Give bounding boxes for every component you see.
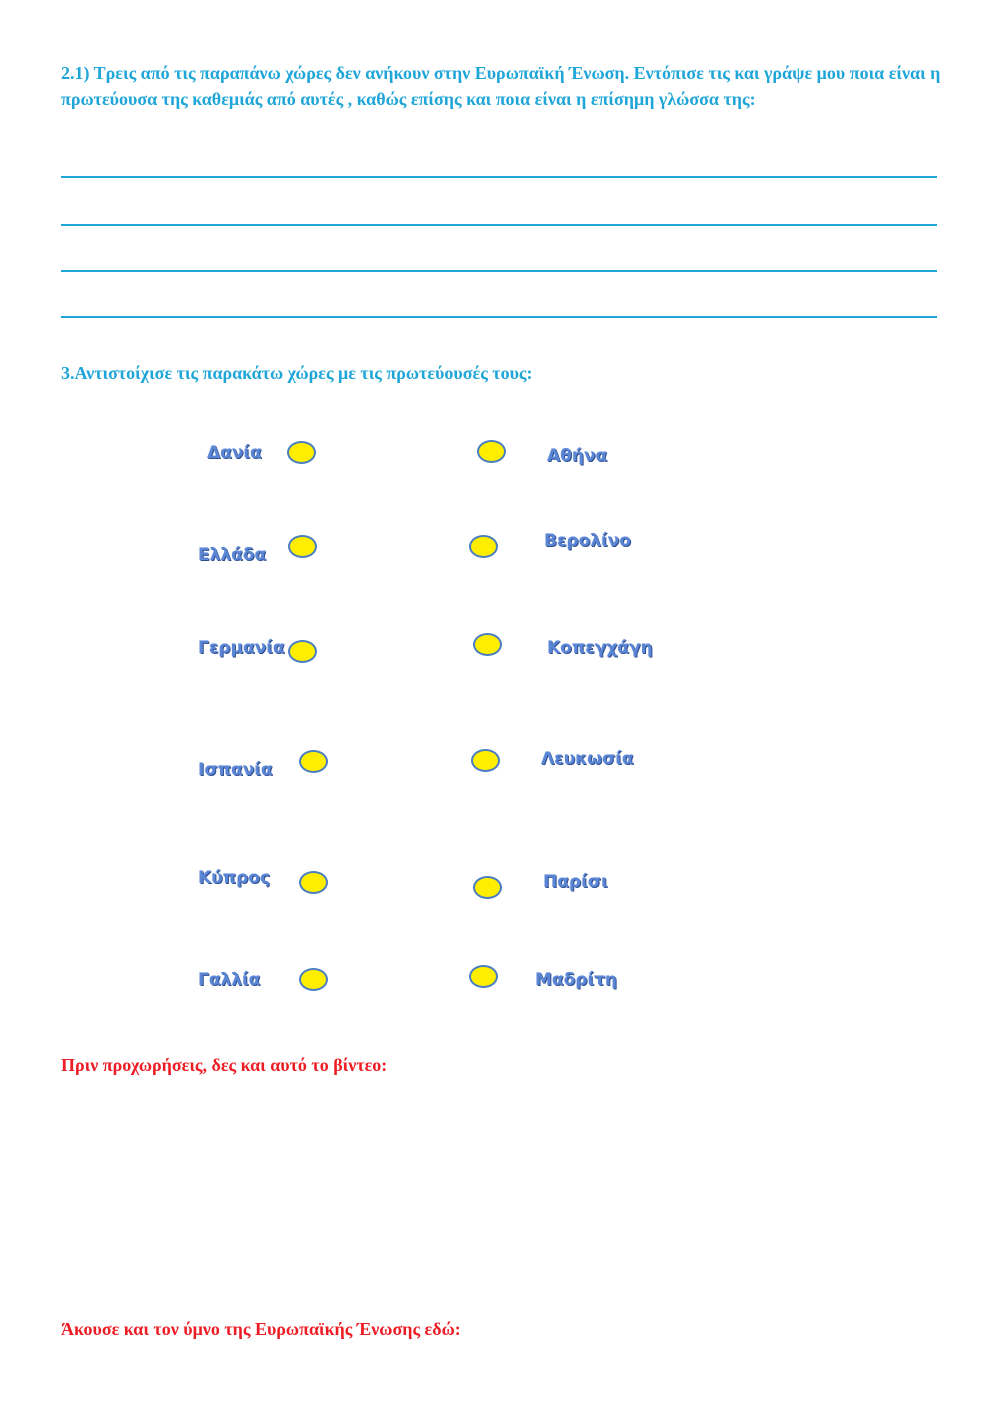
country-label-greece: Ελλάδα [198,545,267,565]
capital-match-dot-nicosia[interactable] [471,749,500,772]
capital-match-dot-berlin[interactable] [469,535,498,558]
capital-match-dot-athens[interactable] [477,440,506,463]
capital-label-paris: Παρίσι [543,872,608,892]
capital-match-dot-madrid[interactable] [469,965,498,988]
country-match-dot-greece[interactable] [288,535,317,558]
answer-line-2[interactable] [61,224,937,226]
country-label-cyprus: Κύπρος [198,868,271,888]
capital-label-madrid: Μαδρίτη [535,970,618,990]
capital-label-berlin: Βερολίνο [544,531,631,551]
question-3-text: 3.Αντιστοίχισε τις παρακάτω χώρες με τις πρωτεύουσές τους: [61,363,533,383]
capital-match-dot-paris[interactable] [473,876,502,899]
country-match-dot-spain[interactable] [299,750,328,773]
video-prompt-text: Πριν προχωρήσεις, δες και αυτό το βίντεο: [61,1055,388,1075]
capital-label-nicosia: Λευκωσία [541,749,634,769]
country-label-spain: Ισπανία [198,760,273,780]
country-match-dot-france[interactable] [299,968,328,991]
capital-label-copenhagen: Κοπεγχάγη [547,638,653,658]
capital-match-dot-copenhagen[interactable] [473,633,502,656]
question-2-1-text: 2.1) Τρεις από τις παραπάνω χώρες δεν ανήκουν στην Ευρωπαϊκή Ένωση. Εντόπισε τις και γράψε μου ποια είναι η πρωτεύουσα της καθεμιάς από αυτές , καθώς επίσης και ποια είναι η επίσημη γλώσσα της: [61,63,941,109]
country-label-denmark: Δανία [207,443,262,463]
country-match-dot-denmark[interactable] [287,441,316,464]
answer-line-4[interactable] [61,316,937,318]
country-match-dot-germany[interactable] [288,640,317,663]
anthem-prompt-text: Άκουσε και τον ύμνο της Ευρωπαϊκής Ένωσης εδώ: [61,1319,461,1339]
country-match-dot-cyprus[interactable] [299,871,328,894]
capital-label-athens: Αθήνα [547,446,608,466]
answer-line-3[interactable] [61,270,937,272]
country-label-germany: Γερμανία [198,638,285,658]
country-label-france: Γαλλία [198,970,261,990]
answer-line-1[interactable] [61,176,937,178]
